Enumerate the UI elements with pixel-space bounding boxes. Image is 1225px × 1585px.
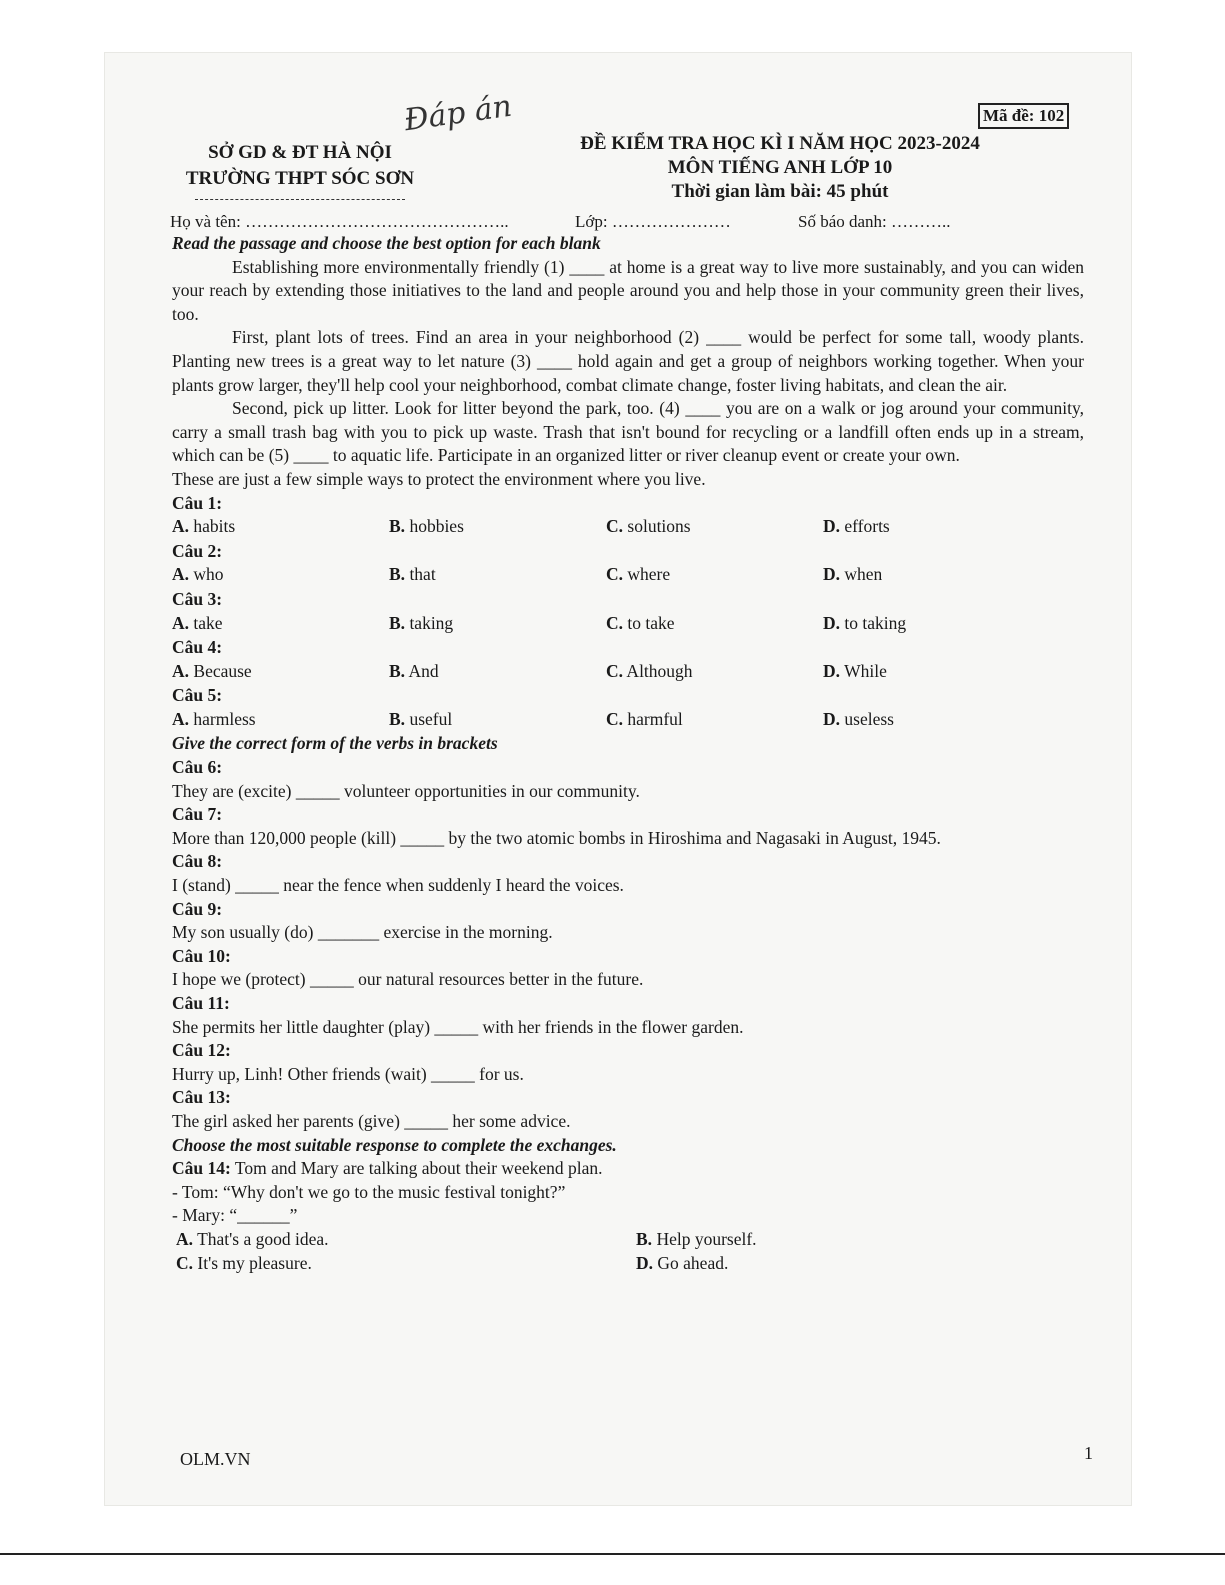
option-text: solutions bbox=[623, 516, 691, 537]
handwritten-note: Đáp án bbox=[402, 88, 514, 139]
answer-option bbox=[606, 515, 823, 539]
answer-option bbox=[823, 612, 1040, 636]
exam-subject: MÔN TIẾNG ANH LỚP 10 bbox=[667, 157, 893, 178]
footer-source: OLM.VN bbox=[180, 1449, 251, 1469]
question-label: Câu 13: bbox=[172, 1087, 231, 1108]
question-text: Hurry up, Linh! Other friends (wait) _____ for us. bbox=[172, 1063, 524, 1084]
option-text: to taking bbox=[840, 612, 907, 633]
option-text: Because bbox=[189, 660, 252, 681]
answer-option bbox=[176, 1228, 636, 1252]
question-label: Câu 1: bbox=[172, 492, 223, 513]
option-letter: B. bbox=[389, 612, 406, 633]
question-text: I hope we (protect) _____ our natural resources better in the future. bbox=[172, 969, 644, 990]
question-label: Câu 12: bbox=[172, 1040, 231, 1061]
answer-option bbox=[823, 515, 1040, 539]
question-label: Câu 8: bbox=[172, 851, 223, 872]
option-text: useless bbox=[840, 708, 894, 729]
option-letter: A. bbox=[172, 564, 190, 585]
question-text: She permits her little daughter (play) _____ with her friends in the flower garden. bbox=[172, 1016, 744, 1037]
divider bbox=[195, 198, 405, 200]
option-text: Go ahead. bbox=[653, 1252, 729, 1273]
option-row bbox=[172, 515, 1084, 539]
question-label: Câu 9: bbox=[172, 898, 223, 919]
department-name: SỞ GD & ĐT HÀ NỘI bbox=[208, 142, 392, 163]
exam-code: Mã đề: 102 bbox=[978, 103, 1069, 129]
section-title: Choose the most suitable response to complete the exchanges. bbox=[172, 1134, 617, 1155]
passage-paragraph: First, plant lots of trees. Find an area in your neighborhood (2) ____ would be perfect for some tall, woody plants. Planting new trees is a great way to let nature (3) ____ hold again and get a group of neighbors working together. When your plants grow larger, they'll help cool your neighborhood, combat climate change, foster living habitats, and clean the air. bbox=[172, 327, 1084, 395]
option-row bbox=[172, 612, 1084, 636]
question-label: Câu 2: bbox=[172, 540, 223, 561]
answer-option bbox=[606, 612, 823, 636]
answer-option bbox=[823, 708, 1040, 732]
option-letter: C. bbox=[176, 1252, 194, 1273]
option-letter: C. bbox=[606, 564, 624, 585]
passage-paragraph: Second, pick up litter. Look for litter beyond the park, too. (4) ____ you are on a walk or jog around your community, carry a small trash bag with you to pick up waste. Trash that isn't bound for recycling or a landfill often ends up in a stream, which can be (5) ____ to aquatic life. Participate in an organized litter or river cleanup event or create your own. bbox=[172, 398, 1084, 466]
option-text: efforts bbox=[840, 516, 890, 537]
option-letter: B. bbox=[389, 516, 406, 537]
passage-paragraph: Establishing more environmentally friendly (1) ____ at home is a great way to live more sustainably, and you can widen your reach by extending those initiatives to the land and people around you and help those in your community green their lives, too. bbox=[172, 256, 1084, 324]
option-text: While bbox=[840, 660, 887, 681]
option-letter: C. bbox=[606, 516, 624, 537]
question-text: They are (excite) _____ volunteer opportunities in our community. bbox=[172, 780, 640, 801]
answer-option bbox=[636, 1252, 1036, 1276]
question-text: The girl asked her parents (give) _____ her some advice. bbox=[172, 1110, 571, 1131]
question-label: Câu 10: bbox=[172, 945, 231, 966]
option-text: Although bbox=[623, 660, 693, 681]
dialogue-line: - Mary: “______” bbox=[172, 1205, 298, 1226]
answer-option bbox=[389, 612, 606, 636]
answer-option bbox=[389, 515, 606, 539]
option-text: when bbox=[840, 564, 883, 585]
answer-option bbox=[389, 708, 606, 732]
option-letter: A. bbox=[172, 516, 190, 537]
question-text: I (stand) _____ near the fence when suddenly I heard the voices. bbox=[172, 875, 624, 896]
option-text: hobbies bbox=[405, 516, 464, 537]
response-options bbox=[176, 1228, 1084, 1275]
class-field: Lớp: ………………… bbox=[575, 212, 731, 231]
question-label: Câu 3: bbox=[172, 588, 223, 609]
option-row bbox=[172, 708, 1084, 732]
exam-duration: Thời gian làm bài: 45 phút bbox=[671, 181, 889, 202]
option-text: who bbox=[189, 564, 224, 585]
option-letter: A. bbox=[172, 660, 190, 681]
option-text: take bbox=[189, 612, 223, 633]
question-label: Câu 6: bbox=[172, 757, 223, 778]
option-text: Help yourself. bbox=[652, 1228, 757, 1249]
id-field: Số báo danh: ……….. bbox=[798, 212, 951, 231]
answer-option bbox=[606, 660, 823, 684]
section-title: Give the correct form of the verbs in brackets bbox=[172, 733, 498, 754]
option-letter: D. bbox=[823, 708, 841, 729]
question-text: My son usually (do) _______ exercise in the morning. bbox=[172, 922, 553, 943]
exam-content bbox=[172, 232, 1084, 1275]
option-text: to take bbox=[623, 612, 675, 633]
answer-option bbox=[389, 660, 606, 684]
multiple-choice-questions bbox=[172, 492, 1084, 732]
answer-option bbox=[606, 563, 823, 587]
option-letter: A. bbox=[172, 708, 190, 729]
option-letter: A. bbox=[176, 1228, 194, 1249]
answer-option bbox=[823, 660, 1040, 684]
option-letter: D. bbox=[823, 612, 841, 633]
question-text: More than 120,000 people (kill) _____ by the two atomic bombs in Hiroshima and Nagasaki in August, 1945. bbox=[172, 827, 941, 848]
option-text: that bbox=[405, 564, 436, 585]
option-letter: B. bbox=[389, 708, 406, 729]
option-row bbox=[172, 563, 1084, 587]
verb-form-questions bbox=[172, 756, 1084, 1134]
question-label: Câu 14: bbox=[172, 1158, 231, 1179]
option-text: harmful bbox=[623, 708, 683, 729]
answer-option bbox=[172, 515, 389, 539]
option-text: It's my pleasure. bbox=[193, 1252, 312, 1273]
option-text: where bbox=[623, 564, 671, 585]
name-field: Họ và tên: ……………………………………….. bbox=[170, 212, 509, 231]
option-letter: C. bbox=[606, 708, 624, 729]
question-label: Câu 5: bbox=[172, 685, 223, 706]
dialogue-line: - Tom: “Why don't we go to the music festival tonight?” bbox=[172, 1181, 566, 1202]
exam-title-block bbox=[520, 132, 1040, 204]
option-letter: A. bbox=[172, 612, 190, 633]
option-row bbox=[172, 660, 1084, 684]
answer-option bbox=[172, 708, 389, 732]
answer-option bbox=[172, 612, 389, 636]
question-label: Câu 7: bbox=[172, 804, 223, 825]
option-text: That's a good idea. bbox=[193, 1228, 329, 1249]
option-text: harmless bbox=[189, 708, 256, 729]
page-number: 1 bbox=[1084, 1443, 1093, 1463]
exam-title: ĐỀ KIỂM TRA HỌC KÌ I NĂM HỌC 2023-2024 bbox=[580, 133, 980, 154]
answer-option bbox=[172, 660, 389, 684]
option-text: taking bbox=[405, 612, 454, 633]
option-letter: C. bbox=[606, 660, 624, 681]
answer-option bbox=[606, 708, 823, 732]
option-letter: D. bbox=[823, 516, 841, 537]
option-letter: D. bbox=[823, 660, 841, 681]
option-letter: D. bbox=[636, 1252, 654, 1273]
question-text: Tom and Mary are talking about their weekend plan. bbox=[230, 1158, 603, 1179]
question-label: Câu 4: bbox=[172, 637, 223, 658]
option-letter: D. bbox=[823, 564, 841, 585]
option-letter: B. bbox=[389, 564, 406, 585]
option-letter: B. bbox=[389, 660, 406, 681]
section-title: Read the passage and choose the best option for each blank bbox=[172, 233, 601, 253]
school-name: TRƯỜNG THPT SÓC SƠN bbox=[185, 168, 415, 189]
option-letter: C. bbox=[606, 612, 624, 633]
question-14 bbox=[172, 1157, 1084, 1181]
school-block bbox=[150, 140, 450, 200]
passage-closing: These are just a few simple ways to protect the environment where you live. bbox=[172, 468, 706, 489]
option-text: useful bbox=[405, 708, 453, 729]
answer-option bbox=[172, 563, 389, 587]
answer-option bbox=[389, 563, 606, 587]
option-text: And bbox=[405, 660, 439, 681]
answer-option bbox=[636, 1228, 1036, 1252]
question-label: Câu 11: bbox=[172, 993, 230, 1013]
answer-option bbox=[823, 563, 1040, 587]
option-letter: B. bbox=[636, 1228, 653, 1249]
bottom-border bbox=[0, 1553, 1225, 1555]
option-text: habits bbox=[189, 516, 236, 537]
answer-option bbox=[176, 1252, 636, 1276]
